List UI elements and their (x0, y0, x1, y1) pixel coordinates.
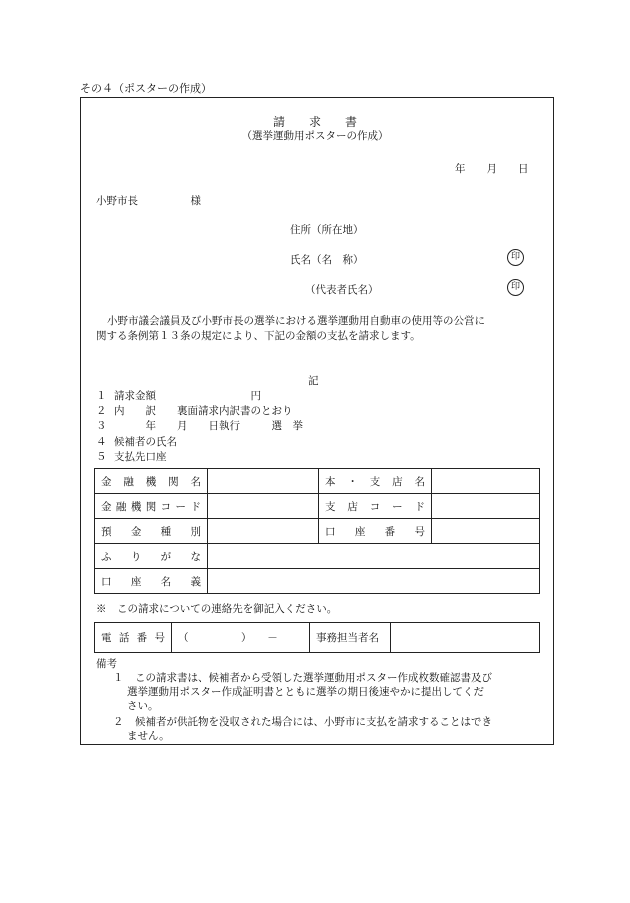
furigana-input[interactable] (208, 544, 540, 569)
body-text-line-1: 小野市議会議員及び小野市長の選挙における選挙運動用自動車の使用等の公営に (107, 315, 485, 327)
phone-label: 電 話 番 号 (95, 623, 172, 653)
remarks-item-number: １ (113, 672, 124, 684)
bank-name-label: 金 融 機 関 名 (95, 469, 208, 494)
document-title: 請 求 書 (272, 115, 357, 129)
contact-table (94, 622, 540, 653)
ki-heading: 記 (308, 375, 319, 387)
list-item: ５ 支払先口座 (96, 450, 167, 463)
deposit-type-input[interactable] (208, 519, 319, 544)
list-item: ３ 年 月 日執行 選 挙 (96, 420, 303, 433)
seal-mark-name: 印 (507, 249, 524, 266)
bank-code-input[interactable] (208, 494, 319, 519)
remarks-title: 備考 (96, 658, 117, 670)
remarks-item-number: ２ (113, 716, 124, 728)
item-list (96, 389, 303, 465)
address-label: 住所（所在地） (290, 224, 364, 236)
branch-name-label: 本 ・ 支 店 名 (319, 469, 432, 494)
deposit-type-label: 預 金 種 別 (95, 519, 208, 544)
date-field[interactable]: 年 月 日 (455, 163, 529, 175)
account-holder-label: 口 座 名 義 (95, 569, 208, 594)
body-text-line-2: 関する条例第１３条の規定により、下記の金額の支払を請求します。 (96, 330, 421, 342)
list-item: ４ 候補者の氏名 (96, 435, 177, 448)
document-subtitle: （選挙運動用ポスターの作成） (241, 130, 389, 142)
bank-code-label: 金 融 機 関 コ ー ド (95, 494, 208, 519)
branch-code-input[interactable] (432, 494, 540, 519)
contact-note: ※ この請求についての連絡先を御記入ください。 (96, 603, 338, 615)
bank-account-table (94, 468, 540, 594)
remarks-item: ２ 候補者が供託物を没収された場合には、小野市に支払を請求することはでき ません。 (113, 716, 492, 742)
account-number-input[interactable] (432, 519, 540, 544)
branch-name-input[interactable] (432, 469, 540, 494)
addressee: 小野市長 様 (96, 195, 201, 207)
representative-label: （代表者氏名） (305, 284, 379, 296)
name-label: 氏名（名 称） (290, 254, 364, 266)
account-holder-input[interactable] (208, 569, 540, 594)
list-item: ２ 内 訳 裏面請求内訳書のとおり (96, 405, 293, 418)
account-number-label: 口 座 番 号 (319, 519, 432, 544)
seal-mark-representative: 印 (507, 279, 524, 296)
phone-input[interactable]: （ ） － (172, 623, 310, 653)
remarks-item: １ この請求書は、候補者から受領した選挙運動用ポスター作成枚数確認書及び 選挙運動用ポスター作成証明書とともに選挙の期日後速やかに提出してくだ さい。 (113, 672, 492, 712)
list-item: １ 請求金額 円 (96, 390, 261, 402)
staff-input[interactable] (391, 623, 540, 653)
staff-label: 事務担当者名 (310, 623, 391, 653)
form-caption: その４（ポスターの作成） (80, 82, 212, 95)
furigana-label: ふ り が な (95, 544, 208, 569)
branch-code-label: 支 店 コ ー ド (319, 494, 432, 519)
bank-name-input[interactable] (208, 469, 319, 494)
